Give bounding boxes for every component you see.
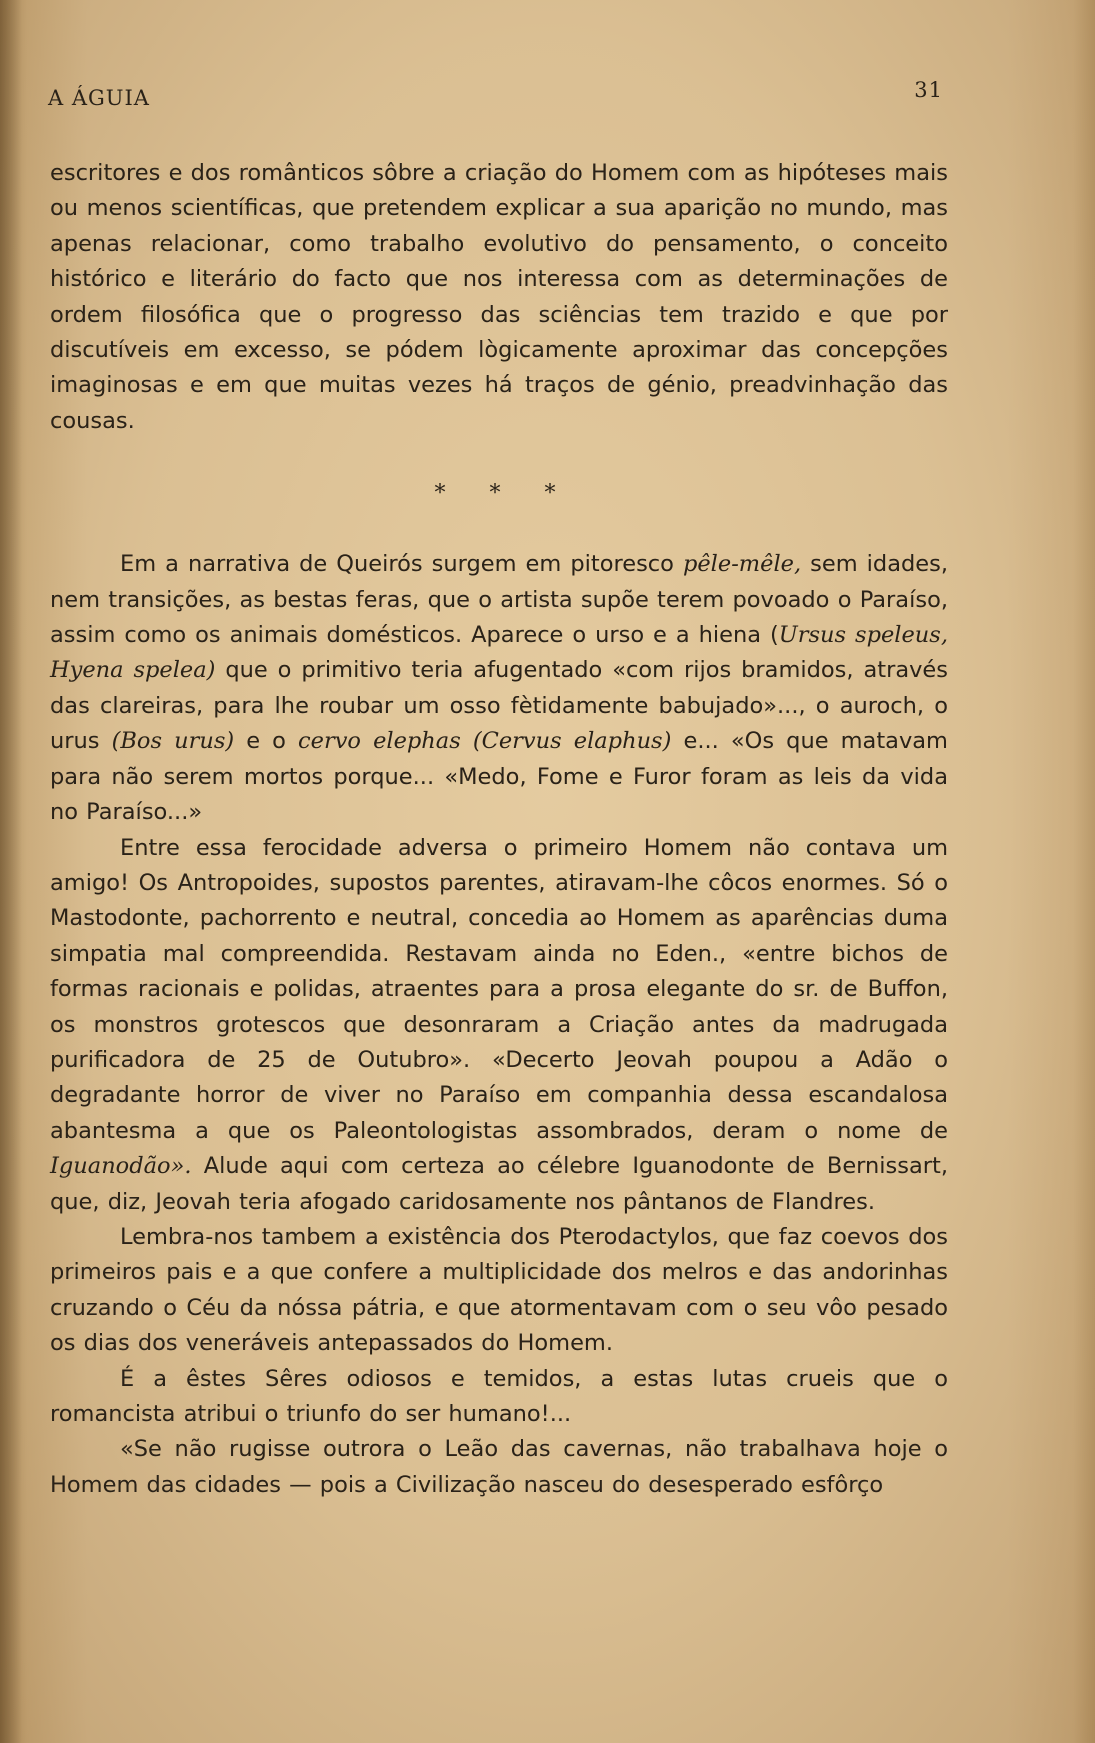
body-text (50, 156, 948, 1503)
paragraph-3-italic-1: Iguanodão». (50, 1153, 192, 1180)
running-title: A ÁGUIA (48, 86, 150, 110)
page-number: 31 (914, 78, 943, 102)
paragraph-2-italic-4: cervo elephas (Cervus elaphus) (298, 728, 672, 755)
paragraph-2-text-2: sem idades, nem transições, as bestas feras, que o artista supõe terem povoado o Paraíso, assim como os animais domésticos. Aparece o urso e a hiena ( (50, 551, 948, 649)
paragraph-4: Lembra-nos tambem a existência dos Pterodactylos, que faz coevos dos primeiros pais e a que confere a multiplicidade dos melros e das andorinhas cruzando o Céu da nóssa pátria, e que atormentavam com o seu vôo pesado os dias dos veneráveis antepassados do Homem. (50, 1223, 948, 1357)
paragraph-3 (50, 831, 948, 1220)
paragraph-3-text-1: Entre essa ferocidade adversa o primeiro Homem não contava um amigo! Os Antropoides, supostos parentes, atiravam-lhe côcos enormes. Só o Mastodonte, pachorrento e neutral, concedia ao Homem as aparências duma simpatia mal compreendida. Restavam ainda no Eden., «entre bichos de formas racionais e polidas, atraentes para a prosa elegante do sr. de Buffon, os monstros grotescos que desonraram a Criação antes da madrugada purificadora de 25 de Outubro». «Decerto Jeovah poupou a Adão o degradante horror de viver no Paraíso em companhia dessa escandalosa abantesma a que os Paleontologistas assombrados, deram o nome de (50, 834, 948, 1144)
paragraph-2 (50, 547, 948, 830)
paragraph-3-text-2: Alude aqui com certeza ao célebre Iguanodonte de Bernissart, que, diz, Jeovah teria afogado caridosamente nos pântanos de Flandres. (50, 1153, 948, 1215)
paragraph-2-text-1: Em a narrativa de Queirós surgem em pitoresco (120, 551, 683, 578)
section-separator: * * * (434, 480, 574, 506)
paragraph-2-text-5: e... «Os que matavam para não serem mortos porque... «Medo, Fome e Furor foram as leis da vida no Paraíso...» (50, 728, 948, 826)
paragraph-6: «Se não rugisse outrora o Leão das cavernas, não trabalhava hoje o Homem das cidades — pois a Civilização nasceu do desesperado esfôrço (50, 1436, 948, 1498)
paragraph-2-text-4: e o (234, 728, 299, 755)
running-head (48, 78, 943, 108)
paragraph-1: escritores e dos românticos sôbre a criação do Homem com as hipóteses mais ou menos scientíficas, que pretendem explicar a sua aparição no mundo, mas apenas relacionar, como trabalho evolutivo do pensamento, o conceito histórico e literário do facto que nos interessa com as determinações de ordem filosófica que o progresso das sciências tem trazido e que por discutíveis em excesso, se pódem lògicamente aproximar das concepções imaginosas e em que muitas vezes há traços de génio, preadvinhação das cousas. (50, 160, 948, 434)
paragraph-2-italic-3: (Bos urus) (111, 728, 235, 755)
paragraph-2-italic-1: pêle-mêle, (682, 551, 802, 578)
paragraph-5: É a êstes Sêres odiosos e temidos, a estas lutas crueis que o romancista atribui o triunfo do ser humano!... (50, 1365, 948, 1427)
paragraph-2-text-3: que o primitivo teria afugentado «com rijos bramidos, através das clareiras, para lhe roubar um osso fètidamente babujado»..., o auroch, o urus (50, 657, 948, 755)
paragraph-2-italic-2: Ursus speleus, Hyena spelea) (50, 622, 948, 684)
